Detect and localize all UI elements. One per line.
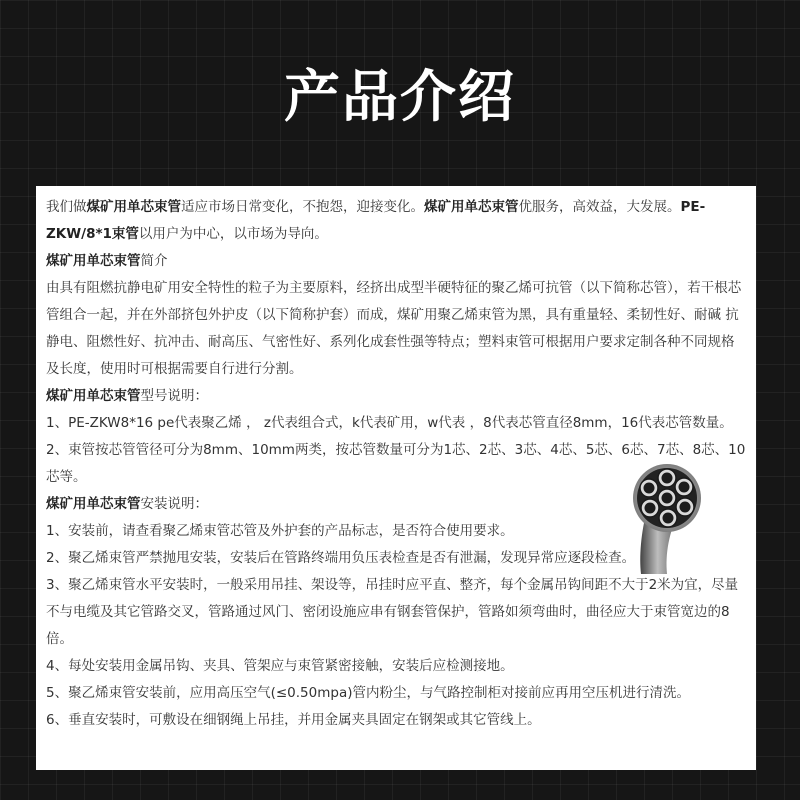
intro-product-name-1: 煤矿用单芯束管	[86, 199, 181, 215]
intro-paragraph	[46, 194, 746, 248]
install-heading-bold: 煤矿用单芯束管	[46, 496, 141, 512]
content-card	[36, 186, 756, 770]
model-heading-rest: 型号说明：	[140, 388, 208, 404]
intro-product-name-2: 煤矿用单芯束管	[424, 199, 519, 215]
model-item-1: 1、PE-ZKW8*16 pe代表聚乙烯 ， z代表组合式，k代表矿用，w代表 ，8代表芯管直径8mm，16代表芯管数量。	[46, 415, 733, 431]
install-item: 2、聚乙烯束管严禁抛甩安装，安装后在管路终端用负压表检查是否有泄漏，发现异常应逐段检查。	[46, 550, 636, 566]
page-title: 产品介绍	[284, 65, 516, 130]
brief-heading-rest: 简介	[140, 253, 168, 269]
intro-text-4: 以用户为中心，以市场为导向。	[138, 226, 328, 242]
model-heading-bold: 煤矿用单芯束管	[46, 388, 141, 404]
intro-text-3: 优服务，高效益，大发展。	[518, 199, 681, 215]
install-item: 4、每处安装用金属吊钩、夹具、管架应与束管紧密接触，安装后应检测接地。	[46, 658, 514, 674]
brief-heading	[46, 248, 746, 275]
install-item: 5、聚乙烯束管安装前，应用高压空气(≤0.50mpa)管内粉尘，与气路控制柜对接前应再用空压机进行清洗。	[46, 685, 690, 701]
brief-heading-bold: 煤矿用单芯束管	[46, 253, 141, 269]
intro-text-1: 我们做	[46, 199, 87, 215]
install-item: 1、安装前，请查看聚乙烯束管芯管及外护套的产品标志，是否符合使用要求。	[46, 523, 514, 539]
intro-text-2: 适应市场日常变化，不抱怨，迎接变化。	[181, 199, 424, 215]
install-item: 3、聚乙烯束管水平安装时，一般采用吊挂、架设等，吊挂时应平直、整齐，每个金属吊钩间距不大于2米为宜，尽量不与电缆及其它管路交叉，管路通过风门、密闭设施应串有钢套管保护，管路如须弯曲时，曲径应大于束管宽边的8倍。	[46, 577, 739, 647]
bundle-tube-photo	[619, 462, 714, 574]
model-item-2: 2、束管按芯管管径可分为8mm、10mm两类，按芯管数量可分为1芯、2芯、3芯、4芯、5芯、6芯、7芯、8芯、10芯等。	[46, 442, 746, 485]
model-heading	[46, 383, 746, 410]
install-heading-rest: 安装说明：	[140, 496, 208, 512]
install-item: 6、垂直安装时，可敷设在细钢绳上吊挂，并用金属夹具固定在钢架或其它管线上。	[46, 712, 541, 728]
brief-body: 由具有阻燃抗静电矿用安全特性的粒子为主要原料，经挤出成型半硬特征的聚乙烯可抗管（以下简称芯管），若干根芯管组合一起，并在外部挤包外护皮（以下简称护套）而成，煤矿用聚乙烯束管为黑，具有重量轻、柔韧性好、耐碱 抗静电、阻燃性好、抗冲击、耐高压、气密性好、系列化成套性强等特点；塑料束管可根据用户要求定制各种不同规格及长度，使用时可根据需要自行进行分割。	[46, 280, 742, 377]
intro-model-name: PE-ZKW/8*1束管	[46, 199, 706, 242]
